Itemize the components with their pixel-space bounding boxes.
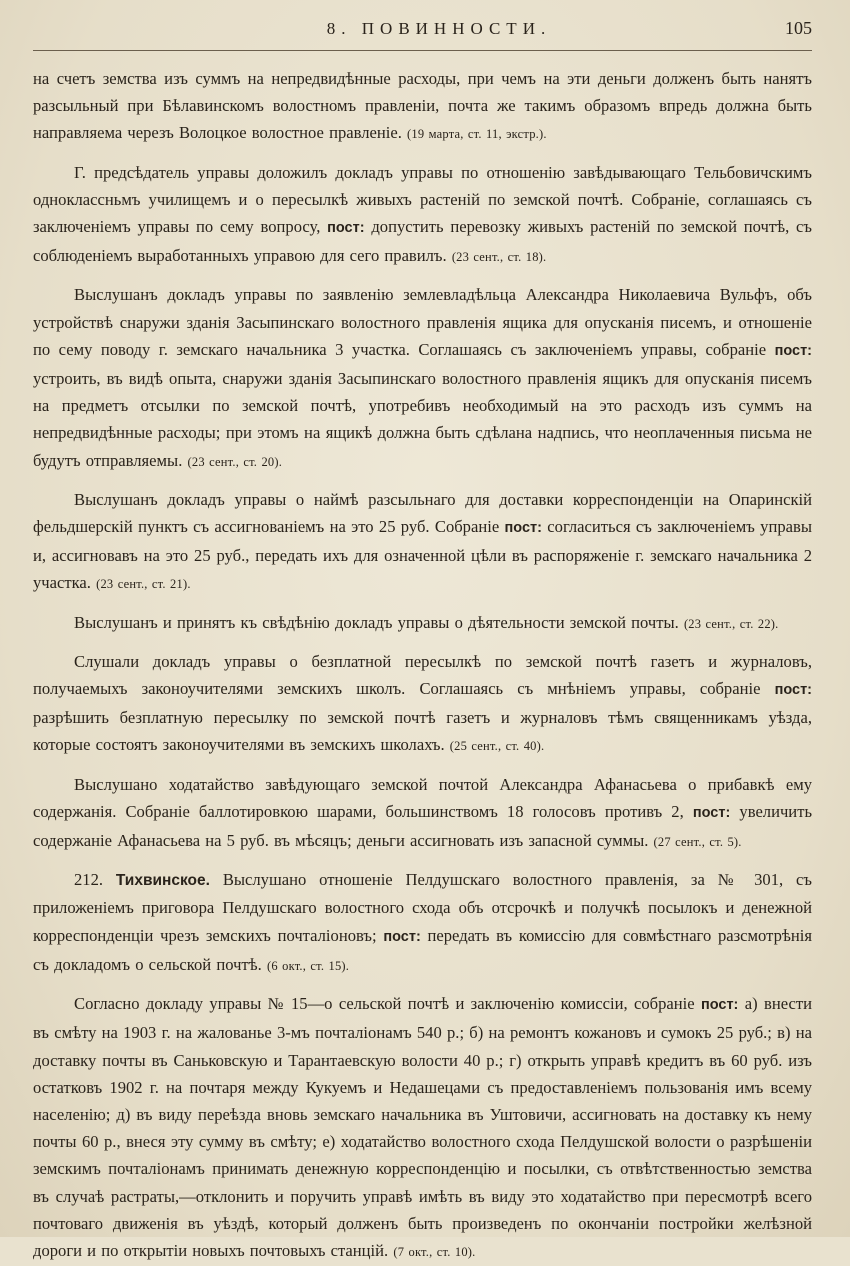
paragraph-text: Выслушано отношеніе Пелдушскаго волостного правленія, за № 301, съ приложеніемъ приговора Пелдушскаго волостного схода объ отсрочкѣ и получкѣ посылокъ и денежной корреспонденціи чрезъ земскихъ почталіоновъ; <box>33 870 812 945</box>
running-title: 8. ПОВИННОСТИ. <box>326 19 552 38</box>
resolution-keyword: пост: <box>327 220 365 237</box>
paragraph-tail: устроить, въ видѣ опыта, снаружи зданія Засыпинскаго волостного правленія ящикъ для опусканія писемъ на предметъ отсылки по земской почтѣ, употребивъ необходимый на это расходъ изъ суммъ на непредвидѣнные расходы; при этомъ на ящикѣ должна быть сдѣлана надпись, что неоплаченныя письма не будутъ отправляемы. <box>33 369 812 470</box>
session-reference: (23 сент., ст. 20). <box>187 454 283 469</box>
page-number: 105 <box>785 18 812 38</box>
paragraph-text: Выслушанъ докладъ управы о наймѣ разсыльнаго для доставки корреспонденціи на Опаринскій фельдшерскій пунктъ съ ассигнованіемъ на это 25 руб. Собраніе <box>33 489 812 537</box>
session-reference: (7 окт., ст. 10). <box>393 1244 476 1259</box>
paragraph <box>33 159 812 272</box>
resolution-keyword: пост: <box>774 342 812 359</box>
body-text <box>33 65 812 1266</box>
paragraph-text: Г. предсѣдатель управы доложилъ докладъ управы по отношенію завѣдывающаго Тельбовичскимъ одноклассньмъ училищемъ и о пересылкѣ живыхъ растеній по земской почтѣ. Собраніе, соглашаясь съ заключеніемъ управы по сему вопросу, <box>33 162 812 237</box>
paragraph-text: Выслушанъ и принятъ къ свѣдѣнію докладъ управы о дѣятельности земской почты. <box>74 612 679 632</box>
session-reference: (23 сент., ст. 22). <box>683 616 779 631</box>
paragraph-tail: увеличить содержаніе Афанасьева на 5 руб. въ мѣсяцъ; деньги ассигновать изъ запасной суммы. <box>33 801 813 851</box>
paragraph-tail: разрѣшить безплатную пересылку по земской почтѣ газетъ и журналовъ тѣмъ священникамъ уѣзда, которые состоятъ законоучителями въ земскихъ школахъ. <box>33 708 812 755</box>
paragraph-tail: допустить перевозку живыхъ растеній по земской почтѣ, съ соблюденіемъ выработанныхъ управою для сего правилъ. <box>33 217 812 266</box>
session-reference: (23 сент., ст. 21). <box>96 577 191 592</box>
resolution-keyword: пост: <box>383 928 421 945</box>
paragraph <box>33 866 812 980</box>
resolution-keyword: пост: <box>692 804 731 821</box>
paragraph <box>33 281 812 475</box>
paragraph <box>33 486 812 599</box>
session-reference: (6 окт., ст. 15). <box>267 958 350 973</box>
article-number: 212. <box>74 870 104 890</box>
paragraph-text: Слушали докладъ управы о безплатной пересылкѣ по земской почтѣ газетъ и журналовъ, получаемыхъ законоучителями земскихъ школъ. Соглашаясь съ мнѣніемъ управы, собраніе <box>33 651 812 699</box>
page-header <box>33 18 812 51</box>
paragraph-tail: согласиться съ заключеніемъ управы и, ассигновавъ на это 25 руб., передать ихъ для означенной цѣли въ распоряженіе г. земскаго начальника 2 участка. <box>33 517 813 593</box>
resolution-keyword: пост: <box>504 520 542 537</box>
paragraph-tail: а) внести въ смѣту на 1903 г. на жалованье 3-мъ почталіонамъ 540 р.; б) на ремонтъ кожановъ и сумокъ 25 руб.; в) на доставку почты въ Саньковскую и Тарантаевскую волости 40 р.; г) открыть управѣ кредитъ въ 60 руб. изъ остатковъ 1902 г. на почтаря между Кукуемъ и Недашецами съ предоставленіемъ пользованія имъ всему населенію; д) въ виду переѣзда вновь земскаго начальника въ Уштовичи, ассигновать на доставку къ нему почты 60 р., внеся эту сумму въ смѣту; е) ходатайство волостного схода Пелдушской волости о разрѣшеніи земскимъ почталіонамъ принимать денежную корреспонденцію и посылки, съ отвѣтственностью земства въ случаѣ растраты,—отклонить и поручить управѣ имѣть въ виду это ходатайство при пересмотрѣ всего почтоваго движенія въ уѣздѣ, который долженъ быть произведенъ по окончаніи постройки желѣзной дороги и по открытіи новыхъ почтовыхъ станцій. <box>33 994 812 1260</box>
paragraph-text: Выслушанъ докладъ управы по заявленію землевладѣльца Александра Николаевича Вульфъ, объ устройствѣ снаружи зданія Засыпинскаго волостного правленія ящика для опусканія писемъ, и отношеніе по сему поводу г. земскаго начальника 3 участка. Соглашаясь съ заключеніемъ управы, собраніе <box>33 285 812 359</box>
session-reference: (27 сент., ст. 5). <box>653 835 742 850</box>
paragraph-text: Согласно докладу управы № 15—о сельской почтѣ и заключенію комиссіи, собраніе <box>74 994 695 1014</box>
paragraph-text: Выслушано ходатайство завѣдующаго земской почтой Александра Афанасьева о прибавкѣ ему содержанія. Собраніе баллотировкою шарами, большинствомъ 18 голосовъ противъ 2, <box>33 774 812 821</box>
resolution-keyword: пост: <box>774 682 812 699</box>
session-reference: (25 сент., ст. 40). <box>449 739 545 754</box>
paragraph-text: на счетъ земства изъ суммъ на непредвидѣнные расходы, при чемъ на эти деньги долженъ быть нанятъ разсыльный при Бѣлавинскомъ волостномъ правленіи, почта же такимъ образомъ впредь должна быть направляема черезъ Волоцкое волостное правленіе. <box>33 69 812 143</box>
paragraph-tail: передать въ комиссію для совмѣстнаго разсмотрѣнія съ докладомъ о сельской почтѣ. <box>33 925 813 974</box>
session-reference: (23 сент., ст. 18). <box>451 250 547 265</box>
resolution-keyword: пост: <box>700 997 739 1014</box>
district-heading: Тихвинское. <box>115 872 210 890</box>
paragraph <box>33 771 812 857</box>
paragraph <box>33 609 812 638</box>
session-reference: (19 марта, ст. 11, экстр.). <box>407 127 547 142</box>
paragraph <box>33 648 812 761</box>
paragraph <box>33 990 812 1266</box>
paragraph <box>33 65 812 149</box>
